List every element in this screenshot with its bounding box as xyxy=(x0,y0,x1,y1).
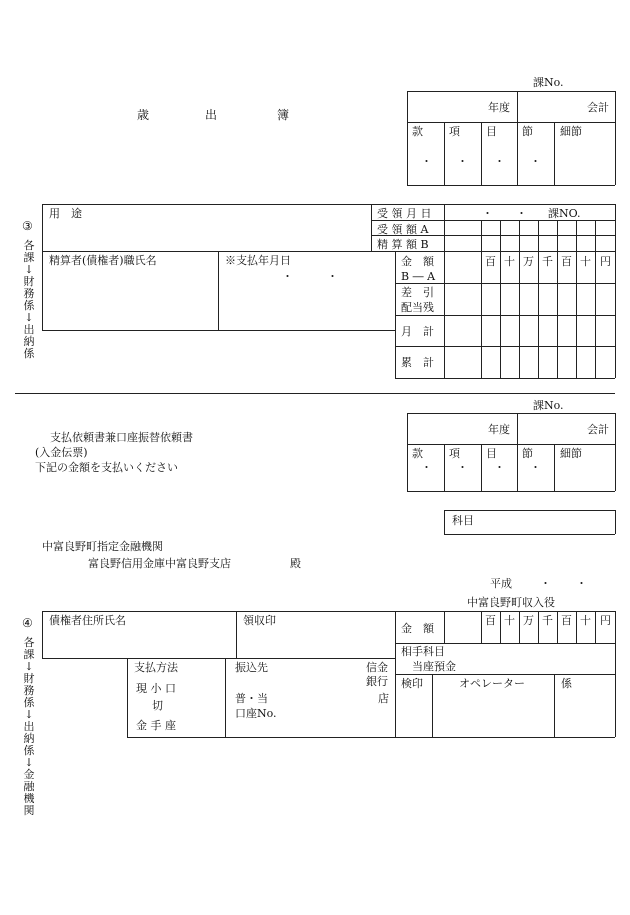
unit-sen: 千 xyxy=(542,255,553,268)
upper-kaikei: 会計 xyxy=(587,101,609,114)
lower-dot-1: ・ xyxy=(421,461,432,474)
lower-dot-3: ・ xyxy=(494,461,505,474)
kamoku-label: 科目 xyxy=(452,514,474,527)
kenin-label: 検印 xyxy=(401,677,423,690)
bank-line-2: 富良野信用金庫中富良野支店 xyxy=(88,557,231,570)
lower-kingaku-label: 金 額 xyxy=(401,622,434,635)
lower-setsu: 節 xyxy=(522,447,533,460)
furikomisaki-label: 振込先 xyxy=(235,661,268,674)
upper-setsu: 節 xyxy=(522,125,533,138)
juryo-gaku-a-label: 受 領 額 A xyxy=(377,223,429,236)
unit-yen: 円 xyxy=(600,255,611,268)
upper-routing-vertical: 各課↓財務係↓出納係 xyxy=(23,239,35,360)
ten-label: 店 xyxy=(378,692,389,705)
kinteza-label: 金 手 座 xyxy=(136,719,176,732)
juryo-date-dot-1: ・ xyxy=(482,207,493,220)
lower-unit-juu-1: 十 xyxy=(504,614,515,627)
unit-juu-2: 十 xyxy=(580,255,591,268)
operator-label: オペレーター xyxy=(459,677,525,690)
section-separator xyxy=(15,393,615,394)
lower-unit-hyaku-1: 百 xyxy=(485,614,496,627)
heisei-dot-2: ・ xyxy=(576,577,587,590)
kingaku-label: 金 額 xyxy=(401,255,434,268)
lower-dot-4: ・ xyxy=(530,461,541,474)
upper-kou: 項 xyxy=(449,125,460,138)
lower-routing-vertical: 各課↓財務係↓出納係↓金融機関 xyxy=(23,636,35,817)
kouza-no-label: 口座No. xyxy=(235,707,277,720)
unit-juu-1: 十 xyxy=(504,255,515,268)
shinkin-label: 信金 xyxy=(366,661,388,674)
heisei-dot-1: ・ xyxy=(540,577,551,590)
upper-circle-number: ③ xyxy=(22,219,33,233)
ryoushuuin-label: 領収印 xyxy=(243,614,276,627)
slip-subtitle: (入金伝票) xyxy=(35,446,88,459)
saikensha-label: 債権者住所氏名 xyxy=(49,614,126,627)
lower-unit-hyaku-2: 百 xyxy=(561,614,572,627)
futsuu-touza-label: 普・当 xyxy=(235,692,268,705)
aite-kamoku-label: 相手科目 xyxy=(401,645,445,658)
ruikei-label: 累 計 xyxy=(401,356,434,369)
sashihiki-label: 差 引 xyxy=(401,286,434,299)
upper-moku: 目 xyxy=(486,125,497,138)
juryo-gappi-label: 受 領 月 日 xyxy=(377,207,432,220)
lower-dot-2: ・ xyxy=(457,461,468,474)
slip-title: 支払依頼書兼口座振替依頼書 xyxy=(50,431,193,444)
ginkou-label: 銀行 xyxy=(366,675,388,688)
upper-kano2-label: 課NO. xyxy=(548,207,581,220)
gekkei-label: 月 計 xyxy=(401,325,434,338)
upper-kan: 款 xyxy=(412,125,423,138)
shiharai-date-label: ※支払年月日 xyxy=(225,254,291,267)
bank-line-1: 中富良野町指定金融機関 xyxy=(42,540,163,553)
shiharai-houhou-label: 支払方法 xyxy=(134,661,178,674)
issuer-label: 中富良野町収入役 xyxy=(467,596,555,609)
lower-moku: 目 xyxy=(486,447,497,460)
title-char-3: 簿 xyxy=(277,108,290,122)
lower-circle-number: ④ xyxy=(22,616,33,630)
slip-note: 下記の金額を支払いください xyxy=(35,461,178,474)
heisei-label: 平成 xyxy=(490,577,512,590)
seisansha-label: 精算者(債権者)職氏名 xyxy=(49,254,157,267)
lower-unit-man: 万 xyxy=(523,614,534,627)
lower-unit-sen: 千 xyxy=(542,614,553,627)
lower-kan: 款 xyxy=(412,447,423,460)
haitouzan-label: 配当残 xyxy=(401,301,434,314)
upper-kano-label: 課No. xyxy=(533,76,564,89)
unit-hyaku-2: 百 xyxy=(561,255,572,268)
dono-label: 殿 xyxy=(290,557,301,570)
lower-kaikei: 会計 xyxy=(587,423,609,436)
seisan-gaku-b-label: 精 算 額 B xyxy=(377,238,429,251)
shiharai-date-dot-1: ・ xyxy=(282,270,293,283)
shiharai-date-dot-2: ・ xyxy=(327,270,338,283)
upper-dot-1: ・ xyxy=(421,155,432,168)
unit-man: 万 xyxy=(523,255,534,268)
upper-nendo: 年度 xyxy=(488,101,510,114)
lower-saisetsu: 細節 xyxy=(560,447,582,460)
touza-yokin-label: 当座預金 xyxy=(412,660,456,673)
title-char-1: 歳 xyxy=(137,108,150,122)
juryo-date-dot-2: ・ xyxy=(516,207,527,220)
kakari-label: 係 xyxy=(561,677,572,690)
upper-dot-4: ・ xyxy=(530,155,541,168)
lower-kou: 項 xyxy=(449,447,460,460)
lower-unit-juu-2: 十 xyxy=(580,614,591,627)
b-minus-a-label: B ― A xyxy=(401,270,436,283)
upper-dot-3: ・ xyxy=(494,155,505,168)
youto-label: 用 途 xyxy=(49,207,82,220)
lower-unit-yen: 円 xyxy=(600,614,611,627)
genkogoguchi-label: 現 小 口 xyxy=(136,682,176,695)
title-char-2: 出 xyxy=(205,108,218,122)
unit-hyaku-1: 百 xyxy=(485,255,496,268)
upper-saisetsu: 細節 xyxy=(560,125,582,138)
kitte-label: 切 xyxy=(152,699,163,712)
lower-kano-label: 課No. xyxy=(533,399,564,412)
upper-dot-2: ・ xyxy=(457,155,468,168)
lower-nendo: 年度 xyxy=(488,423,510,436)
